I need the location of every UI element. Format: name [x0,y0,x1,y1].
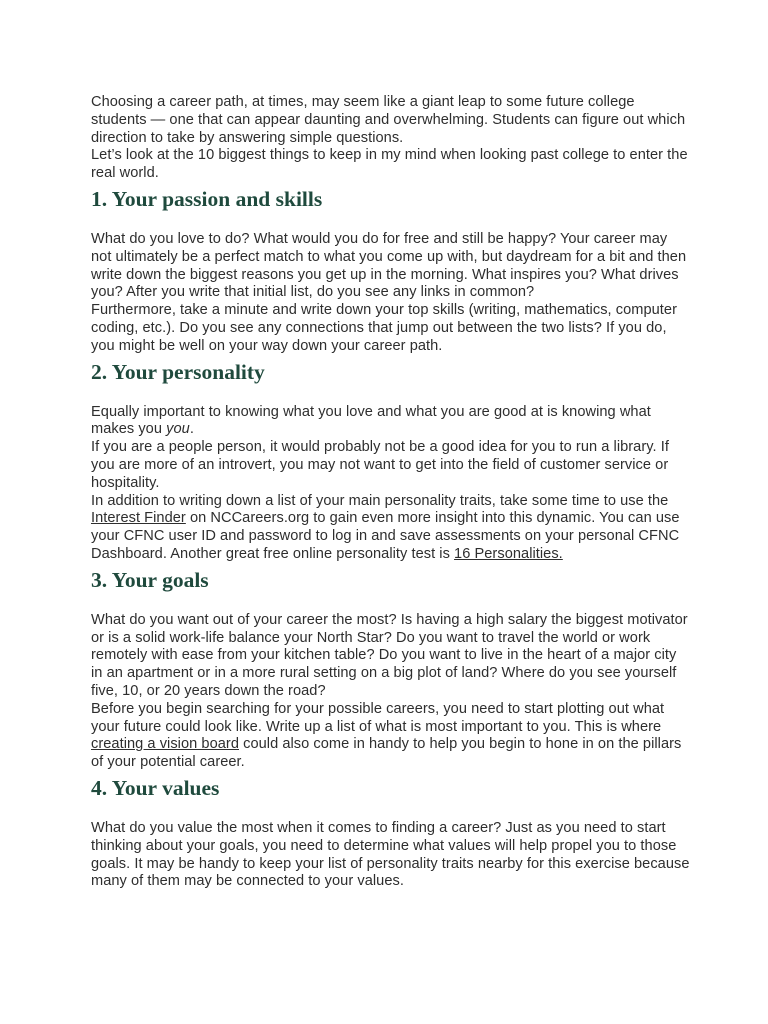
goals-paragraph-2 [91,701,691,772]
section-heading-passion: 1. Your passion and skills [91,186,323,211]
passion-paragraph-1: What do you love to do? What would you do for free and still be happy? Your career may not ultimately be a perfect match to what you come up with, but daydream for a bit and then write down the biggest reasons you get up in the morning. What inspires you? What drives you? After you write that initial list, do you see any links in common? [91,230,687,301]
goals-p2-end: could also come in handy to help you begin to hone in on the pillars of your potential career. [91,736,682,771]
article-body [91,94,691,891]
intro-paragraph-1: Choosing a career path, at times, may seem like a giant leap to some future college students — one that can appear daunting and overwhelming. Students can figure out which direction to take by answering simple questions. [91,94,686,146]
interest-finder-link[interactable]: Interest Finder [91,510,186,527]
passion-paragraph-2: Furthermore, take a minute and write down your top skills (writing, mathematics, computer coding, etc.). Do you see any connections that jump out between the two lists? If you do, you might be well on your way down your career path. [91,302,677,354]
goals-paragraph-1: What do you want out of your career the most? Is having a high salary the biggest motivator or is a solid work-life balance your North Star? Do you want to travel the world or work remotely with ease from your kitchen table? Do you want to live in the heart of a major city in an apartment or in a more rural setting on a big plot of land? Where do you see yourself five, 10, or 20 years down the road? [91,611,688,699]
personality-p1-emphasis: you [166,421,190,438]
personality-p3-middle: on NCCareers.org to gain even more insight into this dynamic. You can use your CFNC user ID and password to log in and save assessments on your personal CFNC Dashboard. Another great free online personality test is [91,510,680,562]
16-personalities-link[interactable]: 16 Personalities. [454,545,563,562]
values-paragraph-1: What do you value the most when it comes to finding a career? Just as you need to start thinking about your goals, you need to determine what values will help propel you to those goals. It may be handy to keep your list of personality traits nearby for this exercise because many of them may be connected to your values. [91,819,690,890]
intro-paragraph-2: Let’s look at the 10 biggest things to keep in my mind when looking past college to enter the real world. [91,147,688,182]
section-heading-values: 4. Your values [91,775,220,800]
goals-p2-text: Before you begin searching for your possible careers, you need to start plotting out what your future could look like. Write up a list of what is most important to you. This is where [91,700,665,735]
section-heading-goals: 3. Your goals [91,567,209,592]
personality-p1-end: . [189,421,194,438]
personality-paragraph-3 [91,493,691,564]
personality-paragraph-2: If you are a people person, it would probably not be a good idea for you to run a library. If you are more of an introvert, you may not want to get into the field of customer service or hospitality. [91,439,669,491]
vision-board-link[interactable]: creating a vision board [91,736,239,753]
personality-p3-text: In addition to writing down a list of your main personality traits, take some time to use the [91,492,669,509]
personality-p1-text: Equally important to knowing what you love and what you are good at is knowing what makes you [91,403,651,438]
section-heading-personality: 2. Your personality [91,359,265,384]
personality-paragraph-1 [91,404,691,440]
